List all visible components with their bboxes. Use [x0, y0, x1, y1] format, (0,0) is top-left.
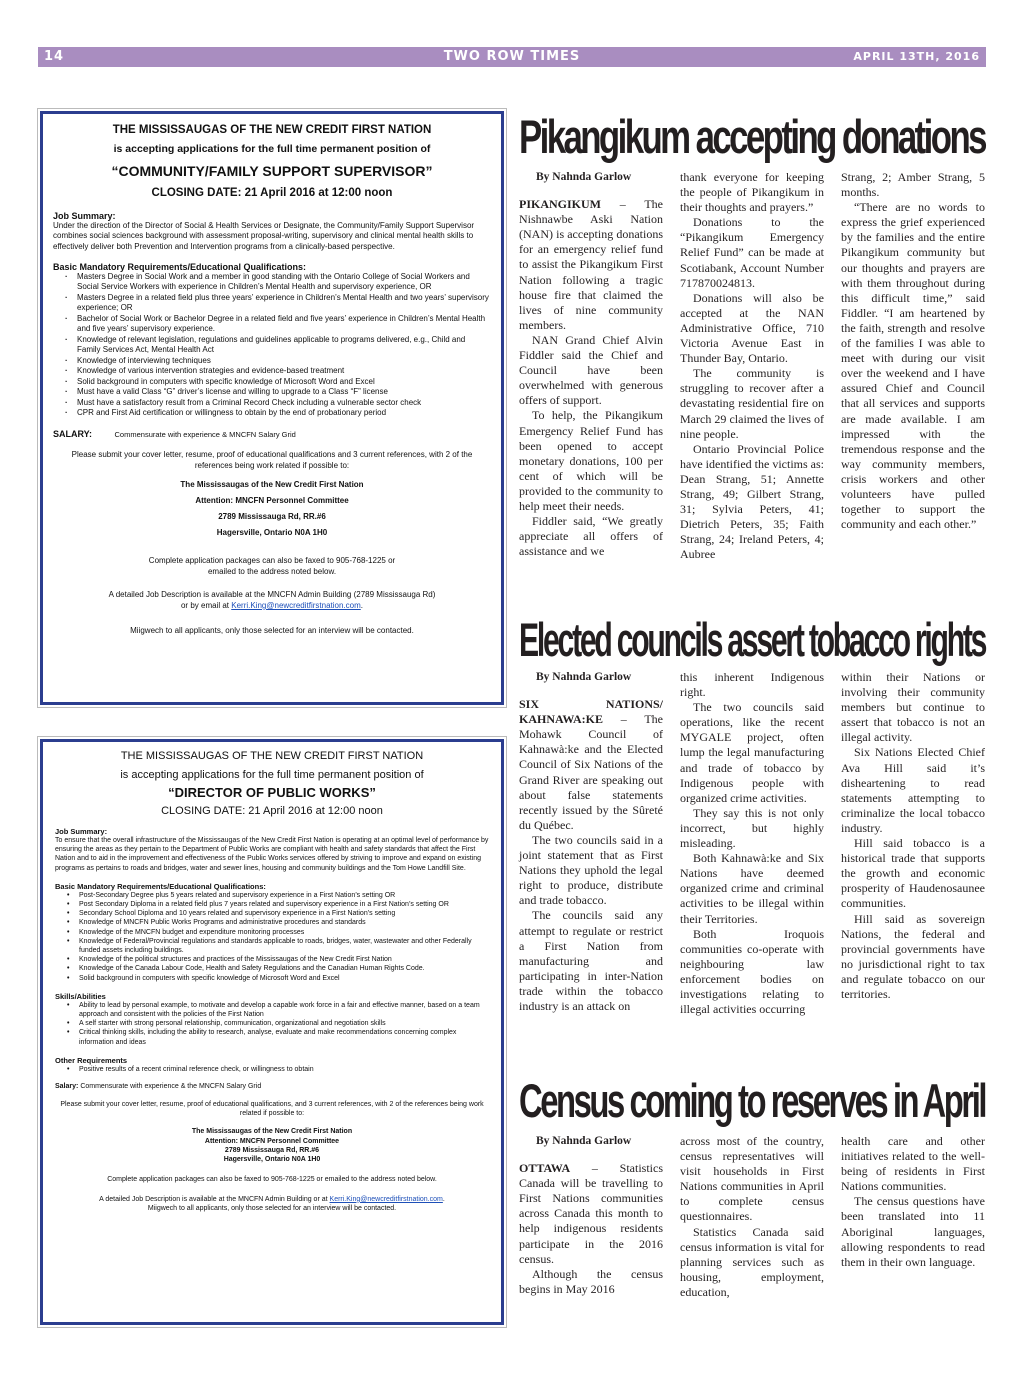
dateline: SIX NATIONS/ KAHNAWA:KE: [519, 697, 663, 727]
address-line: The Mississaugas of the New Credit First Nation: [191, 1128, 353, 1136]
paragraph: Strang, 2; Amber Strang, 5 months.: [841, 170, 985, 200]
fax-line: emailed to the address noted below.: [207, 566, 337, 576]
article1-column-1: [519, 170, 663, 559]
job-ad-director-of-public-works: [40, 739, 504, 1325]
article1-column-2: [680, 170, 824, 562]
paragraph: The two councils said operations, like the recent MYGALE project, often lump the legal manufacturing and trade of tobacco by Indigenous people with organized crime activities.: [680, 700, 824, 805]
ad-accepting-line: is accepting applications for the full time permanent position of: [120, 769, 424, 781]
list-item: · Must have a satisfactory result from a Criminal Record Check including a vulnerable sector check: [65, 398, 491, 409]
list-item: • Knowledge of the Canada Labour Code, Health and Safety Regulations and the Canadian Human Rights Code.: [67, 964, 489, 973]
list-item: • Secondary School Diploma and 10 years related and supervisory experience in a First Nation’s setting: [67, 909, 489, 918]
ad-accepting-line: is accepting applications for the full time permanent position of: [113, 143, 431, 155]
paragraph: SIX NATIONS/ KAHNAWA:KE – The Mohawk Council of Kahnawà:ke and the Elected Council of Six Nations of the Grand River are speaking out about false statements recently issued by the Sûreté du Québec.: [519, 697, 663, 832]
list-item: • A self starter with strong personal relationship, communication, organizational and negotiation skills: [67, 1019, 489, 1028]
description-email-prefix: A detailed Job Description is available at the MNCFN Admin Building or at: [99, 1195, 328, 1203]
paragraph: Hill said tobacco is a historical trade that supports the growth and economic prosperity of Haudenosaunee communities.: [841, 836, 985, 911]
ad-closing-date: CLOSING DATE: 21 April 2016 at 12:00 noon: [151, 187, 393, 199]
requirements-list: [67, 891, 489, 983]
list-item: · CPR and First Aid certification or willingness to obtain by the end of probationary period: [65, 408, 491, 419]
job-summary-text: Under the direction of the Director of Social & Health Services or Designate, the Community/Family Support Supervisor combines social sciences background with assessment proposal-writing, supervisory and clinical mental health skills to effectively deliver both Prevention and Intervention programs from a clinically-based perspective.: [53, 221, 475, 251]
other-requirements-list: [67, 1065, 489, 1074]
list-item: · Knowledge of relevant legislation, regulations and guidelines applicable to programs delivered, e.g., Child and Family Services Act, Mental Health Act: [65, 335, 491, 356]
issue-date: APRIL 13TH, 2016: [853, 50, 980, 63]
requirements-label: Basic Mandatory Requirements/Educational Qualifications:: [53, 261, 307, 272]
publication-name: TWO ROW TIMES: [443, 49, 581, 64]
thanks-line: Miigwech to all applicants, only those selected for an interview will be contacted.: [130, 625, 414, 635]
paragraph: The councils said any attempt to regulate or restrict a First Nation from manufacturing and participating in inter-Nation trade within the tobacco industry is an attack on: [519, 908, 663, 1013]
fax-line: Complete application packages can also be faxed to 905-768-1225 or: [148, 555, 396, 565]
mailing-address: [53, 477, 491, 541]
job-ad-community-family-support-supervisor: [40, 111, 504, 705]
paragraph: Statistics Canada said census information is vital for planning services such as housing, employment, education,: [680, 1224, 824, 1299]
list-item: • Knowledge of the MNCFN budget and expenditure monitoring processes: [67, 928, 489, 937]
paragraph: within their Nations or involving their community members but continue to assert that tobacco is not an illegal activity.: [841, 670, 985, 745]
page-header: [38, 47, 986, 67]
fax-line: Complete application packages can also be faxed to 905-768-1225 or emailed to the address noted below.: [107, 1175, 437, 1183]
article3-column-2: [680, 1134, 824, 1300]
headline-tobacco-rights: Elected councils assert tobacco rights: [519, 613, 986, 666]
requirements-label: Basic Mandatory Requirements/Educational Qualifications:: [55, 881, 266, 891]
article1-column-3: [841, 170, 985, 532]
description-email-prefix: or by email at: [180, 600, 230, 610]
article2-column-3: [841, 670, 985, 1002]
byline: By Nahnda Garlow: [536, 1135, 632, 1147]
paragraph: NAN Grand Chief Alvin Fiddler said the Chief and Council have been overwhelmed with generous offers of support.: [519, 332, 663, 408]
paragraph: OTTAWA – Statistics Canada will be travelling to First Nations communities across Canada this month to help indigenous residents participate in the 2016 census.: [519, 1161, 663, 1266]
paragraph: Both Iroquois communities co-operate with neighbouring law enforcement bodies on investigations relating to illegal activities occurring: [680, 926, 824, 1017]
byline: By Nahnda Garlow: [536, 671, 632, 683]
mailing-address: [55, 1127, 489, 1165]
paragraph: thank everyone for keeping the people of Pikangikum in their thoughts and prayers.”: [680, 170, 824, 215]
description-line: A detailed Job Description is available at the MNCFN Admin Building (2789 Mississauga Rd): [108, 589, 436, 599]
ad-position-title: “COMMUNITY/FAMILY SUPPORT SUPERVISOR”: [111, 163, 433, 179]
article2-column-1: [519, 670, 663, 1014]
address-line: 2789 Mississauga Rd, RR.#6: [218, 511, 326, 521]
submit-instructions: Please submit your cover letter, resume, proof of educational qualifications, and 3 current references, with 2 of the references being work related if possible to:: [60, 1101, 484, 1118]
skills-label: Skills/Abilities: [55, 991, 106, 1001]
dateline: PIKANGIKUM: [519, 197, 601, 212]
salary-label: Salary:: [55, 1083, 79, 1091]
salary-line: [55, 1082, 489, 1091]
headline-census: Census coming to reserves in April: [519, 1074, 986, 1127]
paragraph: “There are no words to express the grief experienced by the families and the entire Pikangikum community but our thoughts and prayers are with them throughout during this difficult time,” said Fiddler. “I am heartened by the faith, strength and resolve of the families I was able to meet with during our visit over the weekend and I have assured Chief and Council that all services and supports are made available. I am impressed with the tremendous response and the way community members, crisis workers and other volunteers have pulled together to support the community and each other.”: [841, 200, 985, 532]
paragraph: They say this is not only incorrect, but highly misleading.: [680, 805, 824, 851]
address-line: 2789 Mississauga Rd, RR.#6: [224, 1147, 320, 1155]
paragraph: PIKANGIKUM – The Nishnawbe Aski Nation (NAN) is accepting donations for an emergency relief fund to assist the Pikangikum First Nation following a tragic house fire that claimed the lives of nine community members.: [519, 197, 663, 332]
description-email-line: or by email at Kerri.King@newcreditfirstnation.com.: [180, 600, 363, 610]
email-link[interactable]: Kerri.King@newcreditfirstnation.com: [231, 600, 361, 610]
ad-closing-date: CLOSING DATE: 21 April 2016 at 12:00 noon: [161, 805, 383, 817]
address-line: Attention: MNCFN Personnel Committee: [195, 495, 349, 505]
paragraph: Ontario Provincial Police have identified the victims as: Dean Strang, 51; Annette Strang, 49; Gilbert Strang, 31; Sylvia Peters, 41; Dietrich Peters, 35; Faith Strang, 24; Ireland Peters, 4; Aubree: [680, 441, 824, 562]
other-requirements-label: Other Requirements: [55, 1055, 128, 1065]
byline: By Nahnda Garlow: [536, 171, 632, 183]
list-item: • Knowledge of MNCFN Public Works Programs and administrative procedures and standards: [67, 918, 489, 927]
email-link[interactable]: Kerri.King@newcreditfirstnation.com: [329, 1195, 443, 1203]
list-item: • Ability to lead by personal example, to motivate and develop a capable work force in a fair and effective manner, based on a team approach and consistent with the policies of the First Nation: [67, 1001, 489, 1019]
ad-position-title: “DIRECTOR OF PUBLIC WORKS”: [168, 785, 376, 800]
paragraph: health care and other initiatives related to the well-being of residents in First Nations communities.: [841, 1134, 985, 1194]
job-summary-label: Job Summary:: [55, 827, 108, 836]
salary-value: Commensurate with experience & MNCFN Salary Grid: [114, 429, 296, 439]
list-item: • Solid background in computers with specific knowledge of Microsoft Word and Excel: [67, 974, 489, 983]
address-line: The Mississaugas of the New Credit First Nation: [180, 479, 364, 489]
article2-column-2: [680, 670, 824, 1017]
salary-value: Commensurate with experience & the MNCFN Salary Grid: [80, 1083, 262, 1091]
salary-line: [53, 429, 491, 439]
paragraph: this inherent Indigenous right.: [680, 670, 824, 700]
list-item: • Knowledge of Federal/Provincial regulations and standards applicable to roads, bridges, water, wastewater and other Federally funded assets including buildings.: [67, 937, 489, 955]
list-item: • Knowledge of the political structures and practices of the Mississaugas of the New Credit First Nation: [67, 955, 489, 964]
paragraph: across most of the country, census representatives will visit households in First Nations communities in April to complete census questionnaires.: [680, 1134, 824, 1224]
requirements-list: [65, 272, 491, 419]
list-item: · Bachelor of Social Work or Bachelor Degree in a related field and five years’ experience in Children’s Mental Health and five years’ supervisory experience.: [65, 314, 491, 335]
ad-organization: THE MISSISSAUGAS OF THE NEW CREDIT FIRST NATION: [112, 124, 432, 136]
list-item: · Knowledge of interviewing techniques: [65, 356, 491, 367]
description-email-line: A detailed Job Description is available at the MNCFN Admin Building or at Kerri.King@newcreditfirstnation.com.: [99, 1195, 445, 1203]
job-summary-label: Job Summary:: [53, 211, 116, 221]
list-item: · Masters Degree in Social Work and a member in good standing with the Ontario College of Social Workers and Social Service Workers with experience in Children’s Mental Health and supervisory experience, OR: [65, 272, 491, 293]
thanks-line: Miigwech to all applicants, only those selected for an interview will be contacted.: [147, 1204, 397, 1212]
salary-label: SALARY:: [53, 428, 92, 439]
paragraph: Donations will also be accepted at the NAN Administrative Office, 710 Victoria Avenue East in Thunder Bay, Ontario.: [680, 290, 824, 366]
paragraph: To help, the Pikangikum Emergency Relief Fund has been opened to accept monetary donations, 100 per cent of which will be provided to the community to help meet their needs.: [519, 408, 663, 513]
list-item: • Post Secondary Diploma in a related field plus 7 years related and supervisory experience in a First Nation’s setting OR: [67, 900, 489, 909]
paragraph: The two councils said in a joint statement that as First Nations they uphold the legal right to produce, distribute and trade tobacco.: [519, 832, 663, 908]
paragraph: Donations to the “Pikangikum Emergency Relief Fund” can be made at Scotiabank, Account Number 717870024813.: [680, 215, 824, 290]
article3-column-3: [841, 1134, 985, 1270]
job-summary-text: To ensure that the overall infrastructure of the Mississaugas of the New Credit First Nation is operating at an optimal level of performance by ensuring the areas as they pertain to the Department of Public Works are compliant with health and safety standards that affect the First Nation and to aid in the improvement and effectiveness of the Public Works services offered by striving to improve and expand on existing programs as pertains to roads and bridges, water and sewer lines, housing and community buildings and the Tom Howe Landfill Site.: [55, 837, 489, 872]
list-item: · Knowledge of various intervention strategies and evidence-based treatment: [65, 366, 491, 377]
list-item: • Post-Secondary Degree plus 5 years related and supervisory experience in a First Nation’s setting OR: [67, 891, 489, 900]
paragraph: Although the census begins in May 2016: [519, 1266, 663, 1296]
paragraph: Both Kahnawà:ke and Six Nations have deemed organized crime and criminal activities to be illegal within their Territories.: [680, 851, 824, 926]
page-number: 14: [44, 49, 65, 64]
paragraph: Fiddler said, “We greatly appreciate all offers of assistance and we: [519, 514, 663, 559]
list-item: • Positive results of a recent criminal reference check, or willingness to obtain: [67, 1065, 489, 1074]
headline-pikangikum: Pikangikum accepting donations: [519, 110, 985, 163]
address-line: Hagersville, Ontario N0A 1H0: [216, 527, 328, 537]
paragraph: Hill said as sovereign Nations, the federal and provincial governments have no jurisdictional right to tax and regulate tobacco on our territories.: [841, 911, 985, 1001]
address-line: Hagersville, Ontario N0A 1H0: [223, 1156, 321, 1164]
ad-organization: THE MISSISSAUGAS OF THE NEW CREDIT FIRST NATION: [120, 750, 424, 762]
paragraph: The community is struggling to recover after a devastating residential fire on March 29 claimed the lives of nine people.: [680, 366, 824, 441]
dateline: OTTAWA: [519, 1161, 571, 1176]
article3-column-1: [519, 1134, 663, 1297]
list-item: · Must have a valid Class “G” driver’s license and willing to upgrade to a Class “F” license: [65, 387, 491, 398]
address-line: Attention: MNCFN Personnel Committee: [204, 1137, 340, 1145]
list-item: · Solid background in computers with specific knowledge of Microsoft Word and Excel: [65, 377, 491, 388]
skills-list: [67, 1001, 489, 1047]
submit-instructions: Please submit your cover letter, resume, proof of educational qualifications and 3 current references, with 2 of the references being work related if possible to:: [71, 449, 473, 470]
list-item: • Critical thinking skills, including the ability to research, analyse, evaluate and make recommendations concerning complex information and ideas: [67, 1028, 489, 1046]
list-item: · Masters Degree in a related field plus three years’ experience in Children’s Mental Health and two years’ supervisory experience; OR: [65, 293, 491, 314]
paragraph: Six Nations Elected Chief Ava Hill said it’s disheartening to read statements attempting to criminalize the local tobacco industry.: [841, 745, 985, 835]
paragraph: The census questions have been translated into 11 Aboriginal languages, allowing respondents to read them in their own language.: [841, 1194, 985, 1269]
